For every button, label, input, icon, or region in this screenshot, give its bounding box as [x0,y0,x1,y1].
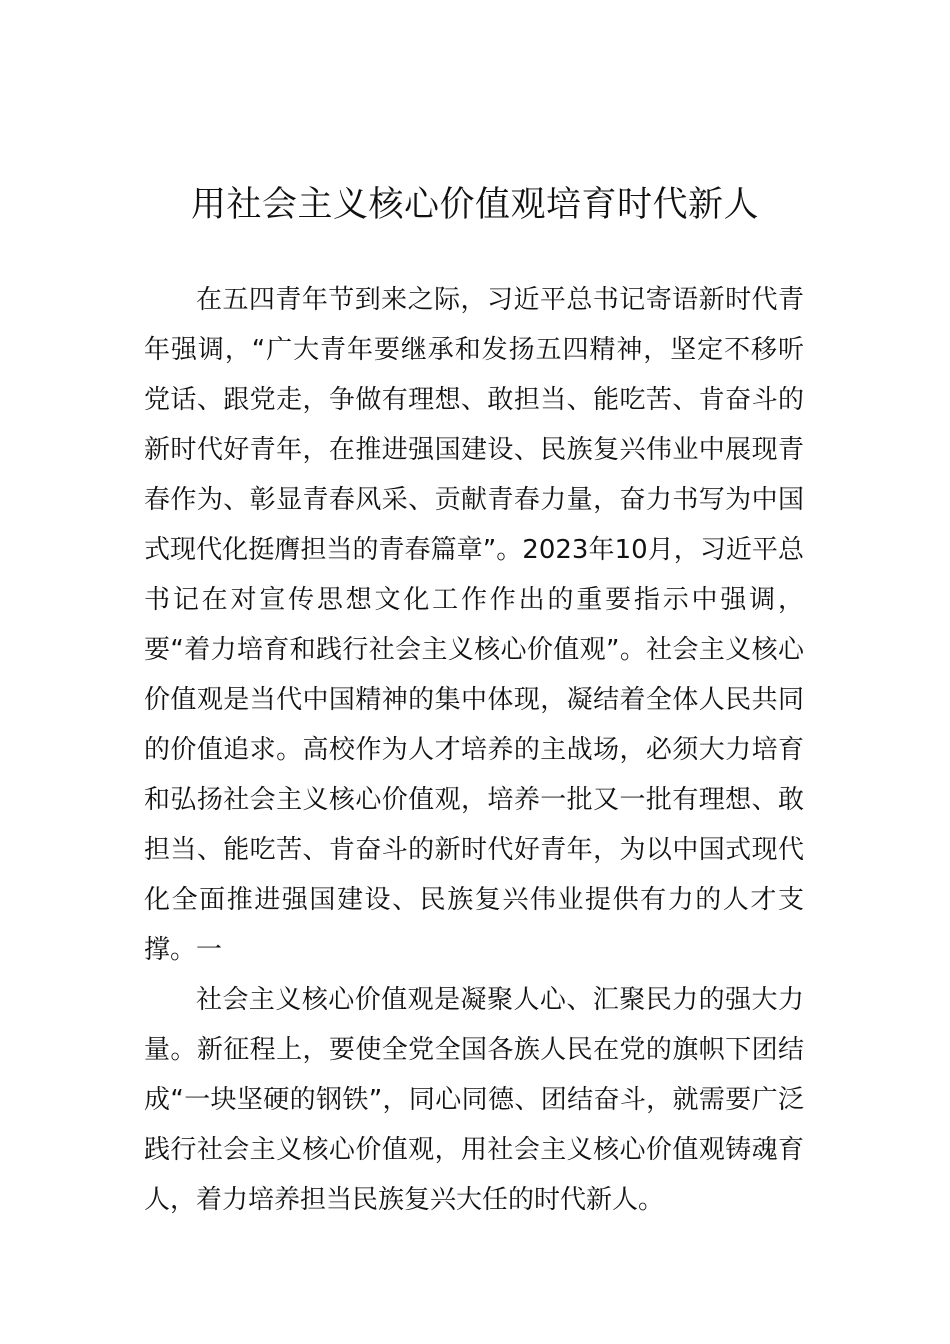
section-one [144,925,804,1225]
intro-paragraph: 在五四青年节到来之际，习近平总书记寄语新时代青年强调，“广大青年要继承和发扬五四精神，坚定不移听党话、跟党走，争做有理想、敢担当、能吃苦、肯奋斗的新时代好青年，在推进强国建设、民族复兴伟业中展现青春作为、彰显青春风采、贡献青春力量，奋力书写为中国式现代化挺膺担当的青春篇章”。2023年10月，习近平总书记在对宣传思想文化工作作出的重要指示中强调，要“着力培育和践行社会主义核心价值观”。社会主义核心价值观是当代中国精神的集中体现，凝结着全体人民共同的价值追求。高校作为人才培养的主战场，必须大力培育和弘扬社会主义核心价值观，培养一批又一批有理想、敢担当、能吃苦、肯奋斗的新时代好青年，为以中国式现代化全面推进强国建设、民族复兴伟业提供有力的人才支撑。 [144,285,804,965]
intro-section [144,275,804,975]
document-title: 用社会主义核心价值观培育时代新人 [190,185,759,225]
section-one-paragraph: 社会主义核心价值观是凝聚人心、汇聚民力的强大力量。新征程上，要使全党全国各族人民在党的旗帜下团结成“一块坚硬的钢铁”，同心同德、团结奋斗，就需要广泛践行社会主义核心价值观，用社会主义核心价值观铸魂育人，着力培养担当民族复兴大任的时代新人。 [144,985,804,1215]
section-number: 一 [196,935,223,965]
